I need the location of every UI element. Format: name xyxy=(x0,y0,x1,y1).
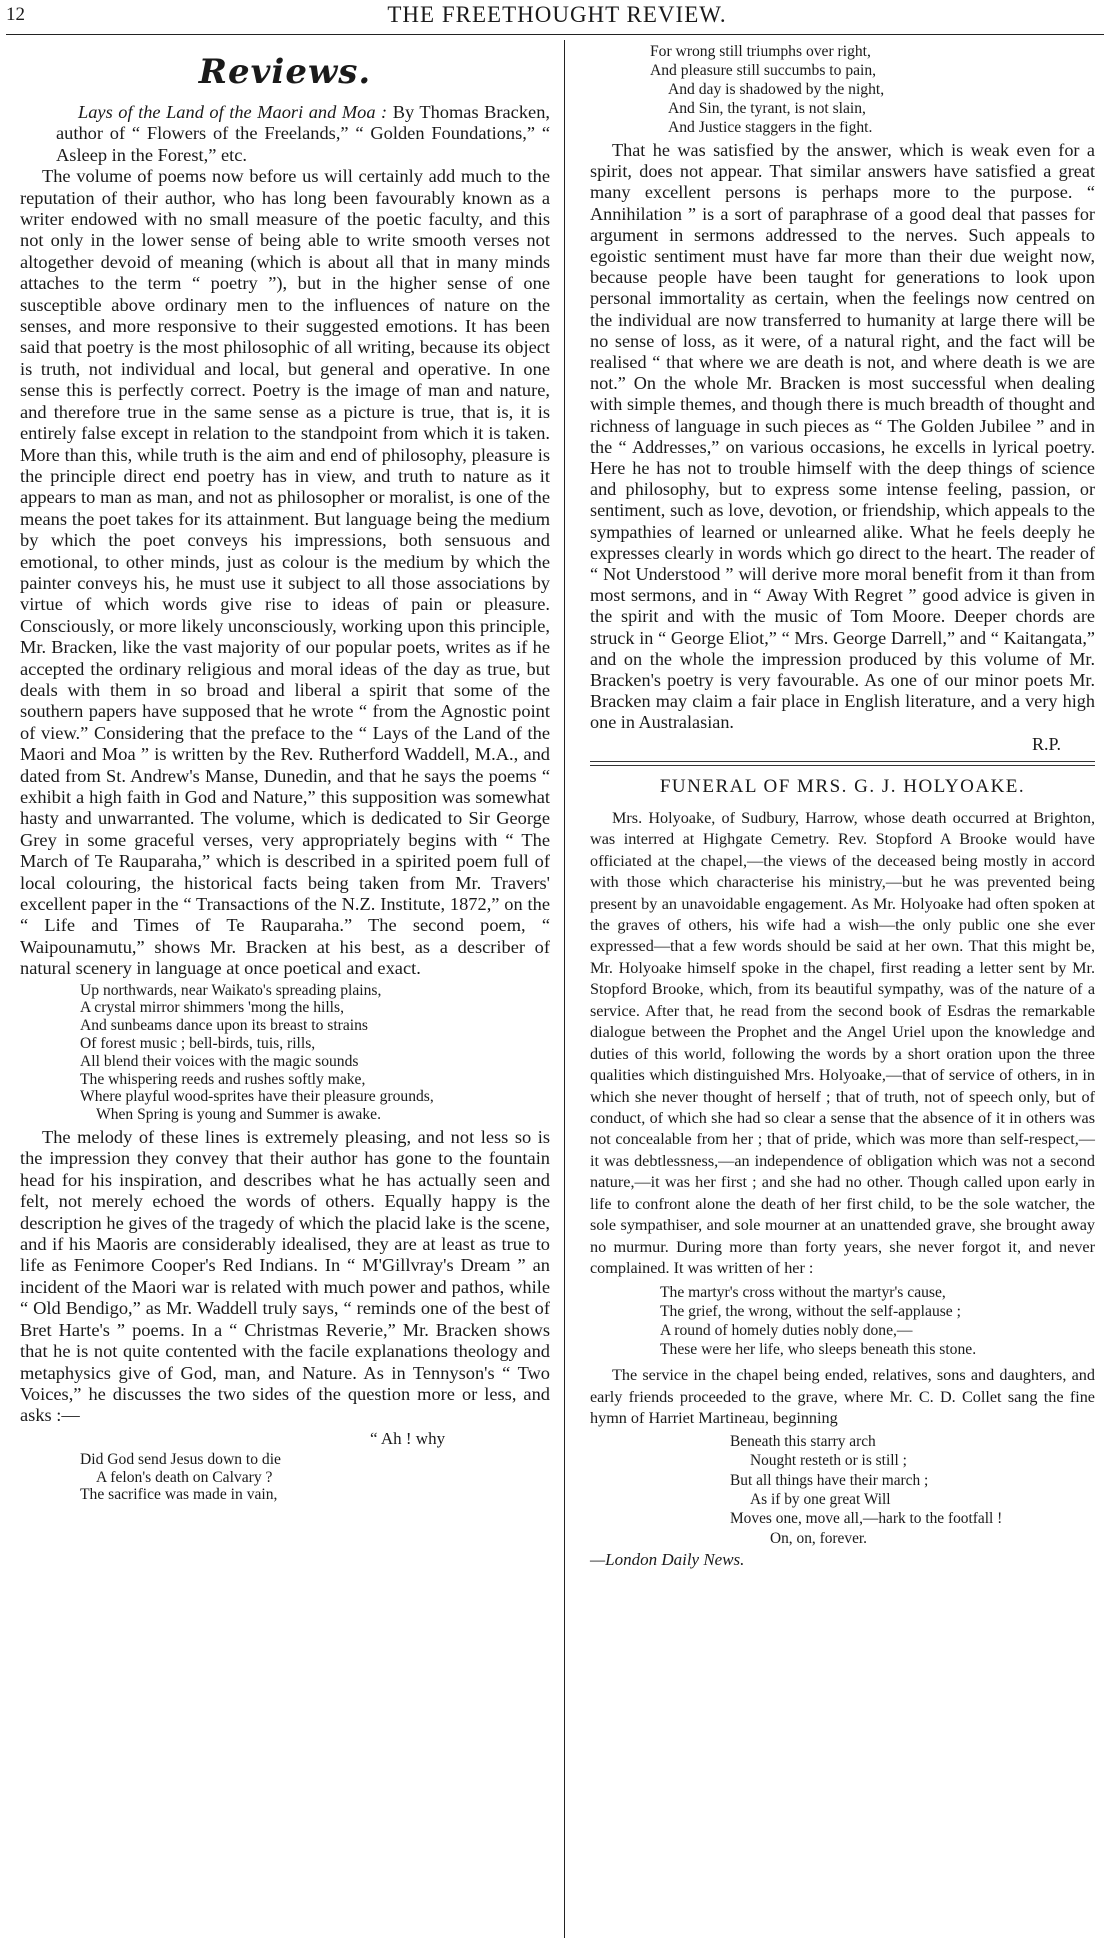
poem-line: And pleasure still succumbs to pain, xyxy=(650,62,877,79)
header-rule xyxy=(6,34,1104,35)
review-byline: By Thomas Bracken, author of “ Flowers of the Freelands,” “ Golden Foundations,” “ Asleep in the Forest,” etc. xyxy=(56,102,550,165)
poem-line: The sacrifice was made in vain, xyxy=(80,1486,278,1504)
funeral-paragraph-2: The service in the chapel being ended, relatives, sons and daughters, and early friends proceeded to the grave, where Mr. C. D. Collet sang the fine hymn of Harriet Martineau, beginning xyxy=(590,1366,1095,1428)
section-title: Reviews. xyxy=(198,52,372,92)
poem-line: And day is shadowed by the night, xyxy=(668,81,885,98)
poem-line: Moves one, move all,—hark to the footfall ! xyxy=(730,1510,1003,1528)
poem-line: As if by one great Will xyxy=(750,1491,891,1509)
running-title: THE FREETHOUGHT REVIEW. xyxy=(387,2,727,27)
poem-line: For wrong still triumphs over right, xyxy=(650,43,871,60)
poem-line: Did God send Jesus down to die xyxy=(80,1450,281,1468)
column-divider xyxy=(564,40,565,1938)
page-header xyxy=(0,0,1114,40)
review-paragraph-2: The melody of these lines is extremely pleasing, and not less so is the impression they convey that their author has gone to the fountain head for his inspiration, and describes what he has actually seen and felt, not merely echoed the words of others. Equally happy is the description he gives of the tragedy of which the placid lake is the scene, and if his Maoris are considerably idealised, they are at least as true to life as Fenimore Cooper's Red Indians. In “ M'Gillvray's Dream ” an incident of the Maori war is related with much power and pathos, while “ Old Bendigo,” as Mr. Waddell truly says, “ reminds one of the best of Bret Harte's ” poems. In a “ Christmas Reverie,” Mr. Bracken shows that he is not quite contented with the facile explanations theology and metaphysics give of God, man, and Nature. As in Tennyson's “ Two Voices,” he discusses the two sides of the question more or less, and asks :— xyxy=(20,1127,550,1426)
poem-line: And Justice staggers in the fight. xyxy=(668,119,873,136)
poem-intro-line: “ Ah ! why xyxy=(370,1428,446,1448)
review-book-title: Lays of the Land of the Maori and Moa : xyxy=(78,102,388,122)
review-signature: R.P. xyxy=(1031,733,1061,754)
poem-line: The grief, the wrong, without the self-applause ; xyxy=(660,1302,961,1320)
left-column xyxy=(20,46,550,1507)
poem-line: Where playful wood-sprites have their pleasure grounds, xyxy=(80,1088,434,1106)
poem-line: On, on, forever. xyxy=(770,1529,868,1547)
poem-line: Up northwards, near Waikato's spreading plains, xyxy=(80,981,382,999)
epitaph-poem xyxy=(660,1283,1095,1360)
page-number: 12 xyxy=(6,4,25,25)
article-separator xyxy=(590,765,1095,766)
article-title: FUNERAL OF MRS. G. J. HOLYOAKE. xyxy=(659,775,1026,797)
poem-line: The martyr's cross without the martyr's cause, xyxy=(660,1283,946,1301)
poem-line: But all things have their march ; xyxy=(730,1471,929,1489)
right-column xyxy=(590,42,1095,1570)
poem-line: A felon's death on Calvary ? xyxy=(96,1468,273,1486)
review-heading xyxy=(20,102,550,166)
hymn-poem xyxy=(730,1432,1095,1548)
funeral-article xyxy=(590,808,1095,1571)
article-separator xyxy=(590,761,1095,762)
review-paragraph-3: That he was satisfied by the answer, which is weak even for a spirit, does not appear. That similar answers have satisfied a great many excellent persons is perhaps more to the purpose. “ Annihilation ” is a sort of paraphrase of a good deal that passes for argument in sermons addressed to the nerves. Such appeals to egoistic sentiment must have far more than their due weight now, because people have been taught for generations to look upon personal immortality as certain, when the feelings now centred on the individual are now transferred to humanity at large there will be no sense of loss, as it were, of a natural right, and the fact will be realised “ that where we are death is not, and where death is we are not.” On the whole Mr. Bracken is most successful when dealing with simple themes, and though there is much breadth of thought and richness of language in such pieces as “ The Golden Jubilee ” and in the “ Addresses,” on various occasions, he excells in lyrical poetry. Here he has not to trouble himself with the deep things of science and philosophy, but to express some intense feeling, passion, or sentiment, such as love, devotion, or friendship, which appeals to the sympathies of learned or unlearned alike. What he feels deeply he expresses clearly in words which go direct to the heart. The reader of “ Not Understood ” will derive more moral benefit from it than from most sermons, and in “ Away With Regret ” good advice is given in the spirit and with the music of Tom Moore. Deeper chords are struck in “ George Eliot,” “ Mrs. George Darrell,” and “ Kaitangata,” and on the whole the impression produced by this volume of Mr. Bracken's poetry is very favourable. As one of our minor poets Mr. Bracken may claim a fair place in English literature, and a very high one in Australasian. xyxy=(590,140,1095,733)
poem-waipounamutu xyxy=(80,982,550,1124)
poem-line: A round of homely duties nobly done,— xyxy=(660,1322,913,1340)
poem-christmas-reverie-continued xyxy=(650,42,1095,137)
source-attribution: —London Daily News. xyxy=(590,1550,745,1570)
review-paragraph-1: The volume of poems now before us will certainly add much to the reputation of their author, who has long been favourably known as a writer endowed with no small measure of the poetic faculty, and this not only in the lower sense of being able to write smooth verses not altogether devoid of meaning (which is about all that in many minds attaches to the term “ poetry ”), but in the higher sense of one susceptible above ordinary men to the influences of nature on the senses, and more responsive to their suggested emotions. It has been said that poetry is the most philosophic of all writing, because its object is truth, not individual and local, but general and operative. In one sense this is perfectly correct. Poetry is the image of man and nature, and therefore true in the same sense as a picture is true, that is, it is entirely false except in relation to the standpoint from which it is taken. More than this, while truth is the aim and end of philosophy, pleasure is the principle direct end poetry has in view, and truth to nature as it appears to man as man, and not as philosopher or moralist, is one of the means the poet takes for its attainment. But language being the medium by which the poet conveys his impressions, both sensuous and emotional, to other minds, just as colour is the medium by which the painter conveys his, he must use it subject to all those associations by virtue of which words give rise to ideas of pain or pleasure. Consciously, or more likely unconsciously, working upon this principle, Mr. Bracken, like the vast majority of our popular poets, writes as if he accepted the ordinary religious and moral ideas of the day as true, but deals with them in so broad and liberal a spirit that some of the southern papers have supposed that he wrote “ from the Agnostic point of view.” Considering that the preface to the “ Lays of the Land of the Maori and Moa ” is written by the Rev. Rutherford Waddell, M.A., and dated from St. Andrew's Manse, Dunedin, and that he says the poems “ exhibit a high faith in God and Nature,” this supposition was somewhat hasty and unwarranted. The volume, which is dedicated to Sir George Grey in some graceful verses, very appropriately begins with “ The March of Te Rauparaha,” which is described in a spirited poem full of local colouring, the historical facts being taken from Mr. Travers' excellent paper in the “ Transactions of the N.Z. Institute, 1872,” on the “ Life and Times of Te Rauparaha.” The second poem, “ Waipounamutu,” shows Mr. Bracken at his best, as a describer of natural scenery in language at once poetical and exact. xyxy=(20,166,550,979)
funeral-paragraph-1: Mrs. Holyoake, of Sudbury, Harrow, whose death occurred at Brighton, was interred at Highgate Cemetry. Rev. Stopford A Brooke would have officiated at the chapel,—the views of the deceased being mostly in accord with those which characterise his ministry,—but he was prevented being present by an unavoidable engagement. As Mr. Holyoake had often spoken at the graves of others, his wife had a wish—the only public one she ever expressed—that a few words should be said at her own. That this might be, Mr. Holyoake himself spoke in the chapel, first reading a letter sent by Mr. Stopford Brooke, which, from its beautiful sympathy, was of the nature of a service. After that, he read from the second book of Esdras the remarkable dialogue between the Prophet and the Angel Uriel upon the knowledge and duties of this world, following the words by a short oration upon the three qualities which distinguished Mrs. Holyoake,—that of service of others, in in which she never thought of herself ; that of truth, not of speech only, but of conduct, of which she had so clear a sense that the absence of it in others was not concealable from her ; that of pride, which was more than self-respect,—it was debtlessness,—an independence of obligation which was not a second nature,—it was her first ; and she had no other. Though called upon early in life to confront alone the death of her first child, to be the sole watcher, the sole sympathiser, and sole mourner at an unattended grave, she brought away no murmur. During more than forty years, she never forgot it, and never complained. It was written of her : xyxy=(590,808,1095,1278)
poem-line: The whispering reeds and rushes softly make, xyxy=(80,1070,366,1088)
poem-line: Nought resteth or is still ; xyxy=(750,1452,907,1470)
poem-line: A crystal mirror shimmers 'mong the hills, xyxy=(80,999,344,1017)
poem-line: These were her life, who sleeps beneath this stone. xyxy=(660,1341,977,1359)
poem-line: And Sin, the tyrant, is not slain, xyxy=(668,100,866,117)
poem-line: Of forest music ; bell-birds, tuis, rills, xyxy=(80,1035,316,1053)
poem-line: Beneath this starry arch xyxy=(730,1432,876,1450)
poem-line: And sunbeams dance upon its breast to strains xyxy=(80,1017,368,1035)
poem-line: When Spring is young and Summer is awake. xyxy=(96,1106,381,1124)
poem-christmas-reverie xyxy=(80,1451,550,1504)
poem-line: All blend their voices with the magic sounds xyxy=(80,1052,359,1070)
